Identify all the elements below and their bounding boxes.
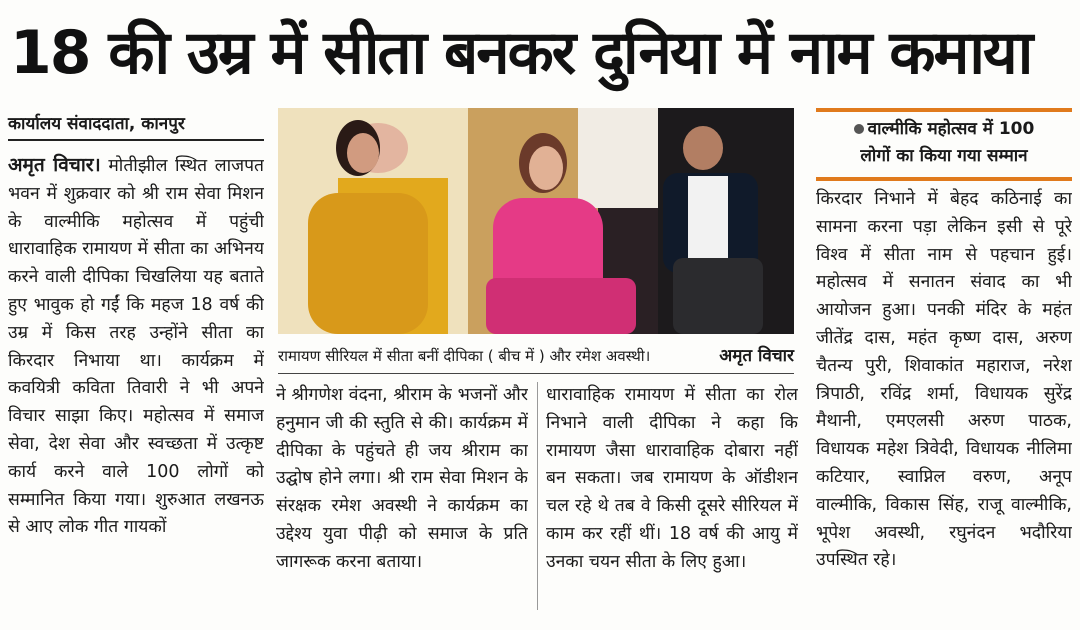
caption-rule [278,373,794,374]
byline-rule [8,139,264,141]
event-photo [278,108,794,334]
sidebar-highlight [816,116,1072,174]
headline: 18 की उम्र में सीता बनकर दुनिया में नाम कमाया [10,18,1032,88]
article-column-3: धारावाहिक रामायण में सीता का रोल निभाने वाली दीपिका ने कहा कि रामायण जैसा धारावाहिक दोबारा नहीं बन सकता। जब रामायण के ऑडीशन चल रहे थे तब वे किसी दूसरे सीरियल में काम कर रहीं थीं। 18 वर्ष की आयु में उनका चयन सीता के लिए हुआ। [546,385,798,572]
column-divider [537,382,538,610]
article-text-1: मोतीझील स्थित लाजपत भवन में शुक्रवार को श्री राम सेवा मिशन के वाल्मीकि महोत्सव में पहुंची धारावाहिक रामायण में सीता का अभिनय करने वाली दीपिका चिखलिया यह बताते हुए भावुक हो गईं कि महज 18 वर्ष की उम्र में किस तरह उन्होंने सीता का किरदार निभाया था। कार्यक्रम में कवयित्री कविता तिवारी ने भी अपने विचार साझा किए। महोत्सव में समाज सेवा, देश सेवा और स्वच्छता में उत्कृष्ट कार्य करने वाले 100 लोगों को सम्मानित किया गया। शुरुआत लखनऊ से आए लोक गीत गायकों [8,156,264,538]
dateline-lead: अमृत विचार। [8,154,101,176]
bullet-icon [854,124,864,134]
byline: कार्यालय संवाददाता, कानपुर [8,114,185,134]
photo-credit: अमृत विचार [719,346,794,366]
sidebar-rule-bottom [816,177,1072,181]
sidebar-line-2: लोगों का किया गया सम्मान [860,146,1028,166]
article-column-2: ने श्रीगणेश वंदना, श्रीराम के भजनों और हनुमान जी की स्तुति से की। कार्यक्रम में दीपिका के पहुंचते ही जय श्रीराम का उद्घोष होने लगा। श्री राम सेवा मिशन के संरक्षक रमेश अवस्थी ने कार्यक्रम का उद्देश्य युवा पीढ़ी को समाज के प्रति जागरूक करना बताया। [276,385,528,572]
sidebar-rule-top [816,108,1072,112]
sidebar-line-1: वाल्मीकि महोत्सव में 100 [867,119,1035,139]
photo-illustration [278,108,794,334]
article-column-4: किरदार निभाने में बेहद कठिनाई का सामना करना पड़ा लेकिन इसी से पूरे विश्व में सीता नाम से पहचान हुई। महोत्सव में सनातन संवाद का भी आयोजन हुआ। पनकी मंदिर के महंत जीतेंद्र दास, महंत कृष्ण दास, अरुण चैतन्य पुरी, शिवाकांत महाराज, नरेश त्रिपाठी, रविंद्र शर्मा, विधायक सुरेंद्र मैथानी, एमएलसी अरुण पाठक, विधायक महेश त्रिवेदी, विधायक नीलिमा कटियार, स्वाप्निल वरुण, अनूप वाल्मीकि, विकास सिंह, राजू वाल्मीकि, भूपेश अवस्थी, रघुनंदन भदौरिया उपस्थित रहे। [816,189,1072,571]
photo-caption [278,342,794,370]
article-column-1 [8,152,264,612]
caption-text: रामायण सीरियल में सीता बनीं दीपिका ( बीच में ) और रमेश अवस्थी। [278,347,651,365]
